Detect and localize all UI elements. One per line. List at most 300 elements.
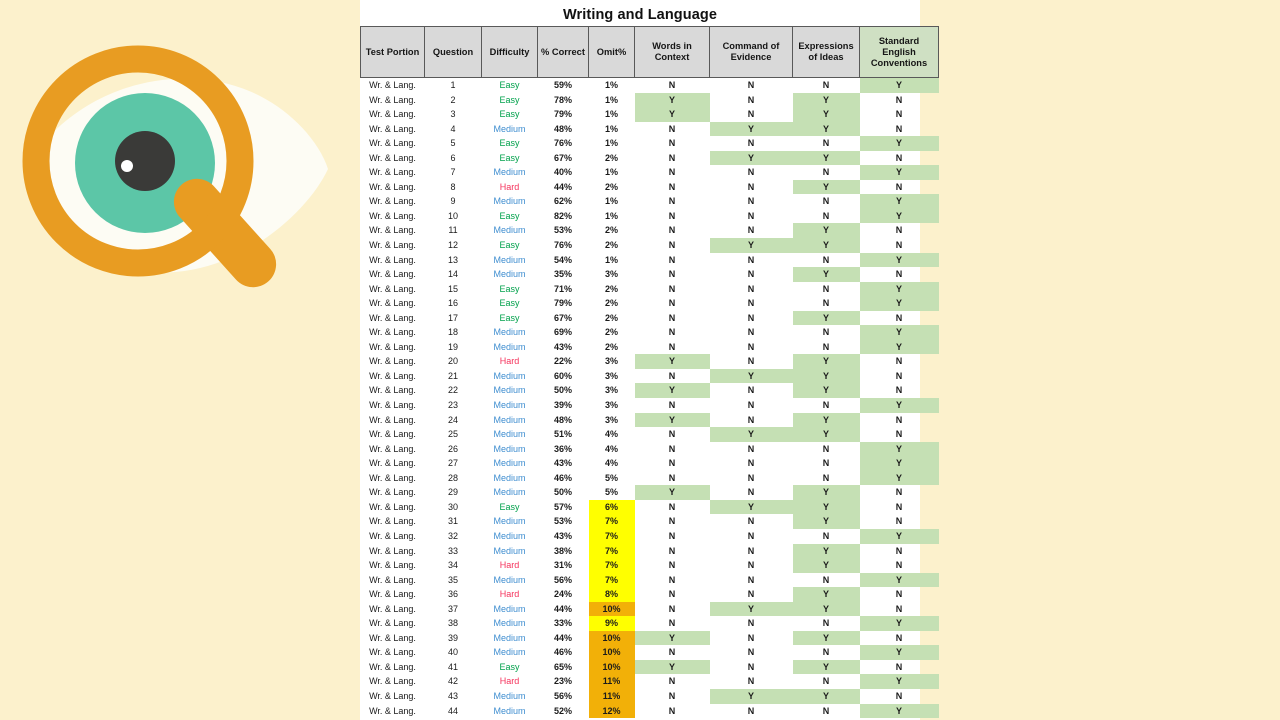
- cell-standard-english-conventions: Y: [860, 325, 939, 340]
- cell-percent-correct: 79%: [553, 109, 572, 120]
- cell-command-of-evidence: N: [747, 298, 755, 309]
- cell-percent-correct: 46%: [553, 647, 572, 658]
- cell-omit-percent: 1%: [604, 210, 618, 221]
- cell-difficulty: Medium: [493, 443, 526, 454]
- cell-difficulty: Easy: [499, 240, 520, 251]
- cell-difficulty: Medium: [493, 341, 526, 352]
- table-row: [361, 311, 939, 326]
- table-row: [361, 456, 939, 471]
- cell-expressions-of-ideas: Y: [793, 122, 860, 137]
- cell-test-portion: Wr. & Lang.: [369, 647, 416, 658]
- cell-difficulty: Easy: [499, 80, 520, 90]
- cell-standard-english-conventions: Y: [860, 165, 939, 180]
- eye-highlight: [121, 160, 133, 172]
- cell-standard-english-conventions: N: [895, 501, 903, 512]
- cell-omit-percent: 2%: [604, 181, 618, 192]
- cell-omit-percent: 2%: [604, 341, 618, 352]
- cell-percent-correct: 53%: [553, 225, 572, 236]
- cell-percent-correct: 53%: [553, 516, 572, 527]
- cell-test-portion: Wr. & Lang.: [369, 80, 416, 90]
- cell-command-of-evidence: N: [747, 109, 755, 120]
- cell-command-of-evidence: N: [747, 647, 755, 658]
- table-row: [361, 442, 939, 457]
- cell-question-number: 7: [450, 167, 456, 178]
- cell-command-of-evidence: N: [747, 327, 755, 338]
- cell-percent-correct: 40%: [553, 167, 572, 178]
- column-header-percent-correct: % Correct: [538, 27, 589, 78]
- cell-standard-english-conventions: N: [895, 240, 903, 251]
- cell-question-number: 24: [447, 414, 458, 425]
- cell-command-of-evidence: N: [747, 181, 755, 192]
- cell-question-number: 22: [447, 385, 458, 396]
- cell-standard-english-conventions: Y: [860, 209, 939, 224]
- cell-expressions-of-ideas: N: [822, 443, 830, 454]
- cell-standard-english-conventions: Y: [860, 78, 939, 93]
- cell-words-in-context: N: [668, 530, 676, 541]
- cell-difficulty: Medium: [493, 530, 526, 541]
- cell-question-number: 35: [447, 574, 458, 585]
- cell-difficulty: Medium: [493, 458, 526, 469]
- cell-omit-percent: 4%: [604, 458, 618, 469]
- cell-difficulty: Medium: [493, 545, 526, 556]
- cell-difficulty: Hard: [499, 676, 520, 687]
- cell-omit-percent: 2%: [604, 312, 618, 323]
- cell-test-portion: Wr. & Lang.: [369, 632, 416, 643]
- cell-words-in-context: N: [668, 443, 676, 454]
- cell-omit-percent: 10%: [589, 645, 635, 660]
- cell-words-in-context: N: [668, 690, 676, 701]
- cell-words-in-context: N: [668, 240, 676, 251]
- cell-test-portion: Wr. & Lang.: [369, 705, 416, 716]
- cell-question-number: 3: [450, 109, 456, 120]
- table-row: [361, 340, 939, 355]
- cell-question-number: 27: [447, 458, 458, 469]
- cell-command-of-evidence: N: [747, 705, 755, 716]
- cell-expressions-of-ideas: Y: [793, 631, 860, 646]
- cell-percent-correct: 71%: [553, 283, 572, 294]
- column-header-standard-english-conventions: Standard English Conventions: [860, 27, 939, 78]
- cell-difficulty: Medium: [493, 225, 526, 236]
- cell-question-number: 31: [447, 516, 458, 527]
- table-row: [361, 471, 939, 486]
- cell-test-portion: Wr. & Lang.: [369, 210, 416, 221]
- cell-test-portion: Wr. & Lang.: [369, 254, 416, 265]
- table-row: [361, 587, 939, 602]
- cell-words-in-context: N: [668, 370, 676, 381]
- cell-test-portion: Wr. & Lang.: [369, 240, 416, 251]
- cell-expressions-of-ideas: N: [822, 676, 830, 687]
- cell-difficulty: Easy: [499, 298, 520, 309]
- cell-test-portion: Wr. & Lang.: [369, 283, 416, 294]
- cell-standard-english-conventions: N: [895, 269, 903, 280]
- cell-test-portion: Wr. & Lang.: [369, 589, 416, 600]
- cell-test-portion: Wr. & Lang.: [369, 661, 416, 672]
- column-header-omit-percent: Omit%: [589, 27, 635, 78]
- cell-percent-correct: 48%: [553, 123, 572, 134]
- cell-difficulty: Medium: [493, 574, 526, 585]
- cell-standard-english-conventions: N: [895, 632, 903, 643]
- cell-words-in-context: N: [668, 603, 676, 614]
- cell-question-number: 36: [447, 589, 458, 600]
- cell-question-number: 25: [447, 429, 458, 440]
- cell-words-in-context: N: [668, 560, 676, 571]
- cell-question-number: 33: [447, 545, 458, 556]
- cell-difficulty: Medium: [493, 123, 526, 134]
- cell-words-in-context: Y: [635, 93, 710, 108]
- cell-omit-percent: 11%: [589, 689, 635, 704]
- cell-expressions-of-ideas: Y: [793, 660, 860, 675]
- cell-omit-percent: 10%: [589, 602, 635, 617]
- cell-omit-percent: 1%: [604, 167, 618, 178]
- cell-question-number: 13: [447, 254, 458, 265]
- table-header: [361, 27, 939, 78]
- eye-with-magnifier-illustration: [10, 38, 340, 300]
- cell-standard-english-conventions: Y: [860, 704, 939, 719]
- cell-percent-correct: 67%: [553, 152, 572, 163]
- cell-question-number: 44: [447, 705, 458, 716]
- cell-standard-english-conventions: N: [895, 690, 903, 701]
- cell-words-in-context: Y: [635, 413, 710, 428]
- cell-command-of-evidence: N: [747, 443, 755, 454]
- cell-standard-english-conventions: Y: [860, 471, 939, 486]
- cell-difficulty: Medium: [493, 705, 526, 716]
- cell-percent-correct: 57%: [553, 501, 572, 512]
- cell-difficulty: Medium: [493, 632, 526, 643]
- cell-expressions-of-ideas: Y: [793, 500, 860, 515]
- cell-expressions-of-ideas: N: [822, 80, 830, 90]
- cell-difficulty: Medium: [493, 690, 526, 701]
- cell-test-portion: Wr. & Lang.: [369, 152, 416, 163]
- table-row: [361, 704, 939, 719]
- cell-standard-english-conventions: N: [895, 370, 903, 381]
- table-row: [361, 209, 939, 224]
- cell-test-portion: Wr. & Lang.: [369, 181, 416, 192]
- cell-question-number: 17: [447, 312, 458, 323]
- cell-omit-percent: 9%: [589, 616, 635, 631]
- cell-percent-correct: 36%: [553, 443, 572, 454]
- table-row: [361, 296, 939, 311]
- column-header-difficulty: Difficulty: [482, 27, 538, 78]
- cell-difficulty: Hard: [499, 589, 520, 600]
- cell-words-in-context: N: [668, 283, 676, 294]
- cell-question-number: 28: [447, 472, 458, 483]
- cell-test-portion: Wr. & Lang.: [369, 487, 416, 498]
- cell-test-portion: Wr. & Lang.: [369, 225, 416, 236]
- cell-question-number: 41: [447, 661, 458, 672]
- cell-standard-english-conventions: N: [895, 560, 903, 571]
- cell-difficulty: Medium: [493, 370, 526, 381]
- cell-question-number: 6: [450, 152, 456, 163]
- cell-standard-english-conventions: N: [895, 123, 903, 134]
- cell-percent-correct: 43%: [553, 341, 572, 352]
- cell-difficulty: Easy: [499, 109, 520, 120]
- cell-percent-correct: 44%: [553, 603, 572, 614]
- table-row: [361, 383, 939, 398]
- cell-standard-english-conventions: Y: [860, 674, 939, 689]
- cell-standard-english-conventions: Y: [860, 340, 939, 355]
- cell-words-in-context: Y: [635, 660, 710, 675]
- cell-percent-correct: 56%: [553, 690, 572, 701]
- cell-question-number: 40: [447, 647, 458, 658]
- table-row: [361, 413, 939, 428]
- cell-question-number: 19: [447, 341, 458, 352]
- table-row: [361, 514, 939, 529]
- cell-command-of-evidence: N: [747, 676, 755, 687]
- cell-difficulty: Easy: [499, 501, 520, 512]
- cell-command-of-evidence: N: [747, 385, 755, 396]
- cell-standard-english-conventions: Y: [860, 456, 939, 471]
- cell-words-in-context: N: [668, 545, 676, 556]
- cell-percent-correct: 56%: [553, 574, 572, 585]
- cell-difficulty: Easy: [499, 138, 520, 149]
- cell-question-number: 29: [447, 487, 458, 498]
- cell-command-of-evidence: N: [747, 225, 755, 236]
- cell-command-of-evidence: N: [747, 545, 755, 556]
- cell-percent-correct: 43%: [553, 530, 572, 541]
- cell-percent-correct: 60%: [553, 370, 572, 381]
- cell-words-in-context: N: [668, 138, 676, 149]
- cell-words-in-context: N: [668, 618, 676, 629]
- cell-command-of-evidence: N: [747, 458, 755, 469]
- cell-words-in-context: N: [668, 167, 676, 178]
- cell-words-in-context: N: [668, 501, 676, 512]
- cell-expressions-of-ideas: Y: [793, 413, 860, 428]
- cell-test-portion: Wr. & Lang.: [369, 167, 416, 178]
- cell-omit-percent: 1%: [604, 138, 618, 149]
- cell-command-of-evidence: Y: [710, 427, 793, 442]
- table-row: [361, 544, 939, 559]
- cell-test-portion: Wr. & Lang.: [369, 472, 416, 483]
- cell-test-portion: Wr. & Lang.: [369, 385, 416, 396]
- cell-question-number: 43: [447, 690, 458, 701]
- cell-words-in-context: N: [668, 472, 676, 483]
- cell-expressions-of-ideas: N: [822, 647, 830, 658]
- cell-words-in-context: Y: [635, 485, 710, 500]
- cell-percent-correct: 76%: [553, 240, 572, 251]
- table-row: [361, 267, 939, 282]
- cell-standard-english-conventions: Y: [860, 282, 939, 297]
- cell-words-in-context: N: [668, 80, 676, 90]
- cell-command-of-evidence: N: [747, 516, 755, 527]
- cell-words-in-context: N: [668, 400, 676, 411]
- cell-omit-percent: 2%: [604, 283, 618, 294]
- cell-question-number: 2: [450, 94, 456, 105]
- cell-test-portion: Wr. & Lang.: [369, 370, 416, 381]
- cell-percent-correct: 50%: [553, 385, 572, 396]
- cell-command-of-evidence: N: [747, 94, 755, 105]
- cell-omit-percent: 5%: [604, 487, 618, 498]
- cell-difficulty: Easy: [499, 661, 520, 672]
- cell-expressions-of-ideas: Y: [793, 544, 860, 559]
- cell-omit-percent: 5%: [604, 472, 618, 483]
- cell-expressions-of-ideas: N: [822, 167, 830, 178]
- cell-standard-english-conventions: N: [895, 414, 903, 425]
- cell-expressions-of-ideas: Y: [793, 93, 860, 108]
- cell-standard-english-conventions: Y: [860, 253, 939, 268]
- cell-words-in-context: N: [668, 458, 676, 469]
- table-row: [361, 165, 939, 180]
- cell-expressions-of-ideas: N: [822, 618, 830, 629]
- table-row: [361, 253, 939, 268]
- cell-test-portion: Wr. & Lang.: [369, 327, 416, 338]
- cell-difficulty: Easy: [499, 94, 520, 105]
- cell-difficulty: Medium: [493, 516, 526, 527]
- cell-omit-percent: 4%: [604, 443, 618, 454]
- cell-expressions-of-ideas: N: [822, 283, 830, 294]
- cell-question-number: 4: [450, 123, 456, 134]
- cell-command-of-evidence: N: [747, 254, 755, 265]
- table-row: [361, 573, 939, 588]
- cell-command-of-evidence: N: [747, 661, 755, 672]
- cell-percent-correct: 51%: [553, 429, 572, 440]
- cell-difficulty: Easy: [499, 152, 520, 163]
- cell-omit-percent: 2%: [604, 225, 618, 236]
- cell-test-portion: Wr. & Lang.: [369, 123, 416, 134]
- table-row: [361, 180, 939, 195]
- cell-difficulty: Hard: [499, 181, 520, 192]
- table-row: [361, 107, 939, 122]
- cell-words-in-context: N: [668, 676, 676, 687]
- cell-difficulty: Medium: [493, 254, 526, 265]
- cell-test-portion: Wr. & Lang.: [369, 560, 416, 571]
- cell-command-of-evidence: N: [747, 210, 755, 221]
- cell-command-of-evidence: N: [747, 560, 755, 571]
- cell-expressions-of-ideas: N: [822, 400, 830, 411]
- cell-question-number: 21: [447, 370, 458, 381]
- cell-command-of-evidence: N: [747, 472, 755, 483]
- cell-omit-percent: 1%: [604, 109, 618, 120]
- table-row: [361, 485, 939, 500]
- cell-question-number: 9: [450, 196, 456, 207]
- cell-expressions-of-ideas: N: [822, 196, 830, 207]
- cell-test-portion: Wr. & Lang.: [369, 545, 416, 556]
- cell-expressions-of-ideas: Y: [793, 427, 860, 442]
- cell-standard-english-conventions: Y: [860, 645, 939, 660]
- cell-standard-english-conventions: Y: [860, 296, 939, 311]
- cell-expressions-of-ideas: N: [822, 138, 830, 149]
- cell-standard-english-conventions: Y: [860, 529, 939, 544]
- cell-command-of-evidence: Y: [710, 602, 793, 617]
- cell-difficulty: Hard: [499, 560, 520, 571]
- table-row: [361, 398, 939, 413]
- cell-expressions-of-ideas: Y: [793, 383, 860, 398]
- table-row: [361, 616, 939, 631]
- cell-percent-correct: 54%: [553, 254, 572, 265]
- cell-omit-percent: 3%: [604, 385, 618, 396]
- cell-test-portion: Wr. & Lang.: [369, 530, 416, 541]
- cell-standard-english-conventions: Y: [860, 442, 939, 457]
- cell-words-in-context: Y: [635, 383, 710, 398]
- cell-words-in-context: N: [668, 705, 676, 716]
- cell-omit-percent: 7%: [589, 558, 635, 573]
- cell-omit-percent: 10%: [589, 660, 635, 675]
- cell-command-of-evidence: Y: [710, 151, 793, 166]
- cell-omit-percent: 6%: [589, 500, 635, 515]
- cell-percent-correct: 48%: [553, 414, 572, 425]
- table-row: [361, 93, 939, 108]
- cell-command-of-evidence: N: [747, 414, 755, 425]
- cell-test-portion: Wr. & Lang.: [369, 269, 416, 280]
- cell-command-of-evidence: Y: [710, 369, 793, 384]
- cell-command-of-evidence: N: [747, 167, 755, 178]
- cell-difficulty: Medium: [493, 385, 526, 396]
- cell-omit-percent: 3%: [604, 370, 618, 381]
- cell-standard-english-conventions: Y: [860, 194, 939, 209]
- cell-percent-correct: 78%: [553, 94, 572, 105]
- cell-expressions-of-ideas: Y: [793, 238, 860, 253]
- cell-words-in-context: N: [668, 123, 676, 134]
- cell-test-portion: Wr. & Lang.: [369, 690, 416, 701]
- cell-question-number: 12: [447, 240, 458, 251]
- cell-standard-english-conventions: N: [895, 152, 903, 163]
- cell-expressions-of-ideas: N: [822, 472, 830, 483]
- cell-expressions-of-ideas: Y: [793, 107, 860, 122]
- cell-words-in-context: N: [668, 341, 676, 352]
- cell-test-portion: Wr. & Lang.: [369, 138, 416, 149]
- cell-words-in-context: N: [668, 298, 676, 309]
- cell-difficulty: Easy: [499, 283, 520, 294]
- cell-standard-english-conventions: N: [895, 109, 903, 120]
- cell-omit-percent: 7%: [589, 514, 635, 529]
- cell-standard-english-conventions: N: [895, 312, 903, 323]
- cell-expressions-of-ideas: Y: [793, 369, 860, 384]
- table-body: [361, 78, 939, 719]
- cell-command-of-evidence: Y: [710, 689, 793, 704]
- cell-difficulty: Medium: [493, 472, 526, 483]
- cell-command-of-evidence: N: [747, 283, 755, 294]
- table-row: [361, 223, 939, 238]
- cell-standard-english-conventions: N: [895, 516, 903, 527]
- cell-words-in-context: Y: [635, 631, 710, 646]
- cell-standard-english-conventions: N: [895, 589, 903, 600]
- cell-difficulty: Medium: [493, 429, 526, 440]
- cell-difficulty: Easy: [499, 312, 520, 323]
- table-row: [361, 631, 939, 646]
- cell-test-portion: Wr. & Lang.: [369, 356, 416, 367]
- cell-standard-english-conventions: Y: [860, 136, 939, 151]
- cell-question-number: 18: [447, 327, 458, 338]
- cell-percent-correct: 39%: [553, 400, 572, 411]
- cell-difficulty: Medium: [493, 603, 526, 614]
- table-row: [361, 674, 939, 689]
- cell-percent-correct: 82%: [553, 210, 572, 221]
- cell-command-of-evidence: N: [747, 80, 755, 90]
- table-row: [361, 660, 939, 675]
- cell-test-portion: Wr. & Lang.: [369, 94, 416, 105]
- table-row: [361, 602, 939, 617]
- cell-command-of-evidence: N: [747, 632, 755, 643]
- cell-question-number: 15: [447, 283, 458, 294]
- cell-words-in-context: N: [668, 225, 676, 236]
- cell-expressions-of-ideas: N: [822, 458, 830, 469]
- cell-question-number: 1: [450, 80, 456, 90]
- cell-expressions-of-ideas: Y: [793, 180, 860, 195]
- cell-command-of-evidence: N: [747, 589, 755, 600]
- cell-percent-correct: 22%: [553, 356, 572, 367]
- cell-expressions-of-ideas: N: [822, 341, 830, 352]
- cell-test-portion: Wr. & Lang.: [369, 618, 416, 629]
- cell-omit-percent: 3%: [604, 400, 618, 411]
- cell-test-portion: Wr. & Lang.: [369, 109, 416, 120]
- cell-expressions-of-ideas: Y: [793, 514, 860, 529]
- cell-omit-percent: 4%: [604, 429, 618, 440]
- score-report-table: [360, 26, 939, 718]
- cell-expressions-of-ideas: Y: [793, 151, 860, 166]
- cell-command-of-evidence: Y: [710, 238, 793, 253]
- page-title: Writing and Language: [563, 7, 717, 23]
- column-header-command-of-evidence: Command of Evidence: [710, 27, 793, 78]
- cell-expressions-of-ideas: N: [822, 574, 830, 585]
